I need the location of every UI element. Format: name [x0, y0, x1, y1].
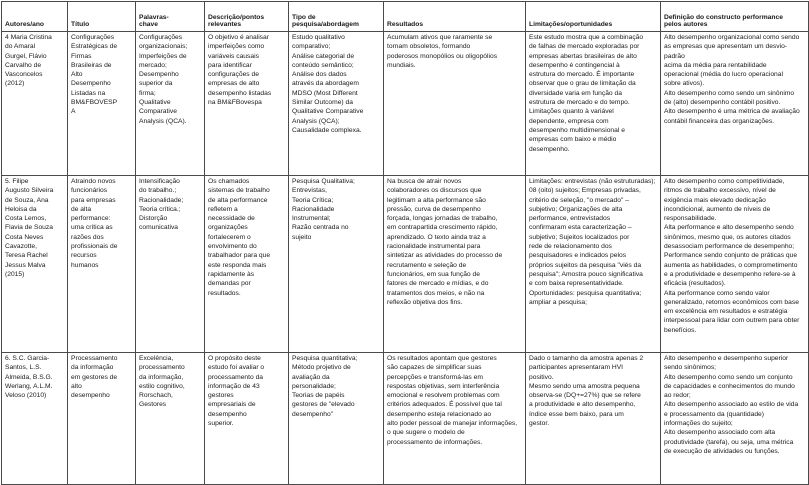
header-row [2, 2, 809, 32]
cell-titulo: Atraindo novos funcionários para empresas de alta performance: uma crítica as razões dos profissionais de recursos humanos [68, 176, 136, 353]
table-row [2, 32, 809, 176]
cell-palavras-chave: Intensificação do trabalho.; Racionalidade; Teoria crítica.; Distorção comunicativa [136, 176, 205, 353]
header-descricao: Descrição/pontos relevantes [205, 2, 289, 32]
header-tipo-pesquisa: Tipo de pesquisa/abordagem [289, 2, 384, 32]
header-resultados: Resultados [384, 2, 526, 32]
header-autores: Autores/ano [2, 2, 68, 32]
cell-tipo-pesquisa: Pesquisa quantitativa; Método projetivo de avaliação da personalidade; Teorias de papéis gestores de "elevado desempenho" [289, 353, 384, 485]
header-palavras-chave: Palavras- chave [136, 2, 205, 32]
cell-titulo: Configurações Estratégicas de Firmas Brasileiras de Alto Desempenho Listadas na BM&FBOVESP A [68, 32, 136, 176]
cell-definicao: Alto desempenho e desempenho superior sendo sinônimos; Alto desempenho como sendo um conjunto de capacidades e conhecimentos do mundo ao redor; Alto desempenho associado ao estilo de vida e processamento da (quantidade) informações do sujeito; Alto desempenho associado com alta produtividade (tarefa), ou seja, uma métrica de execução de atividades ou funções. [661, 353, 809, 485]
cell-limitacoes: Este estudo mostra que a combinação de falhas de mercado exploradas por empresas abertas brasileiras de alto desempenho é contingencial à estrutura do mercado. É importante observar que o grau de limitação da diversidade varia em função da estrutura de mercado e do tempo. Limitações quanto à variável dependente, empresa com desempenho multidimensional e empresas com baixo e médio desempenho. [526, 32, 661, 176]
header-limitacoes: Limitações/oportunidades [526, 2, 661, 32]
cell-descricao: O propósito deste estudo foi avaliar o processamento da informação de 43 gestores empresariais de desempenho superior. [205, 353, 289, 485]
cell-resultados: Na busca de atrair novos colaboradores os discursos que legitimam a alta performance são pressão, curva de desempenho forçada, longas jornadas de trabalho, em contrapartida crescimento rápido, aprendizado. O texto ainda traz a racionalidade instrumental para sintetizar as atividades do processo de recrutamento e seleção de funcionários, em sua função de fatores de mercado e mídias, e do tratamentos dos meios, e não na reflexão objetiva dos fins. [384, 176, 526, 353]
cell-titulo: Processamento da informação em gestores de alto desempenho [68, 353, 136, 485]
cell-definicao: Alto desempenho organizacional como sendo as empresas que apresentam um desvio-padrão acima da média para rentabilidade operacional (média do lucro operacional sobre ativos). Alto desempenho como sendo um sinônimo de (alto) desempenho contábil positivo. Alto desempenho é uma métrica de avaliação contábil financeira das organizações. [661, 32, 809, 176]
cell-descricao: Os chamados sistemas de trabalho de alta performance refletem a necessidade de organizações fortalecerem o envolvimento do trabalhador para que este responda mais rapidamente às demandas por resultados. [205, 176, 289, 353]
cell-definicao: Alto desempenho como competitividade, ritmos de trabalho excessivo, nível de exigência mais elevado dedicação incondicional, aumento de níveis de responsabilidade. Alta performance e alto desempenho sendo sinônimos, mesmo que, os autores citados desassociam performance de desempenho; Performance sendo conjunto de práticas que aumenta as habilidades, o comprometimento e a produtividade e desempenho refere-se à eficácia (resultados). Alta performance como sendo valor generalizado, retornos econômicos com base em excelência em resultados e estratégia interpessoal para lidar com outrem para obter benefícios. [661, 176, 809, 353]
header-definicao: Definição do constructo performance pelos autores [661, 2, 809, 32]
cell-tipo-pesquisa: Pesquisa Qualitativa; Entrevistas, Teoria Crítica; Racionalidade Instrumental; Razão centrada no sujeito [289, 176, 384, 353]
cell-autores: 4 Maria Cristina do Amaral Gurgel, Flávio Carvalho de Vasconcelos (2012) [2, 32, 68, 176]
cell-tipo-pesquisa: Estudo qualitativo comparativo; Análise categorial de conteúdo semântico; Análise dos dados através da abordagem MDSO (Most Different Similar Outcome) da Qualitative Comparative Analysis (QCA); Causalidade complexa. [289, 32, 384, 176]
table-row [2, 353, 809, 485]
cell-autores: 6. S.C. Garcia- Santos, L.S. Almeida, B.S.G. Werlang, A.L.M. Veloso (2010) [2, 353, 68, 485]
cell-palavras-chave: Excelência, processamento da informação, estilo cognitivo, Rorschach, Gestores [136, 353, 205, 485]
header-titulo: Título [68, 2, 136, 32]
cell-resultados: Os resultados apontam que gestores são capazes de simplificar suas percepções e transformá-las em respostas objetivas, sem interferência emocional e resolvem problemas com critérios adequados. É possível que tal desempenho esteja relacionado ao alto poder pessoal de manejar informações, o que sugere o modelo de processamento de informações. [384, 353, 526, 485]
cell-limitacoes: Limitações: entrevistas (não estruturadas); 08 (oito) sujeitos; Empresas privadas, critério de seleção, "o mercado" – subjetivo; Organizações de alta performance, entrevistados confirmaram esta caracterização – subjetivo; Sujeitos localizados por rede de relacionamento dos pesquisadores e indicados pelos próprios sujeitos da pesquisa "viés da pesquisa"; Amostra pouco significativa e com baixa representatividade. Oportunidades: pesquisa quantitativa; ampliar a pesquisa; [526, 176, 661, 353]
cell-autores: 5. Filipe Augusto Silveira de Souza, Ana Heloisa da Costa Lemos, Flavia de Souza Costa Neves Cavazotte, Teresa Rachel Jessus Malva (2015) [2, 176, 68, 353]
table-row [2, 176, 809, 353]
cell-descricao: O objetivo é analisar imperfeições como variáveis causais para identificar configurações de empresas de alto desempenho listadas na BM&FBovespa [205, 32, 289, 176]
cell-resultados: Acumulam ativos que raramente se tornam obsoletos, formando poderosos monopólios ou oligopólios mundiais. [384, 32, 526, 176]
cell-limitacoes: Dado o tamanho da amostra apenas 2 participantes apresentaram HVI positivo. Mesmo sendo uma amostra pequena observa-se (DQ+=27%) que se refere a produtividade e alto desempenho, índice esse bem baixo, para um gestor. [526, 353, 661, 485]
cell-palavras-chave: Configurações organizacionais; Imperfeições de mercado; Desempenho superior da firma; Qualitative Comparative Analysis (QCA). [136, 32, 205, 176]
literature-review-table [1, 1, 809, 485]
